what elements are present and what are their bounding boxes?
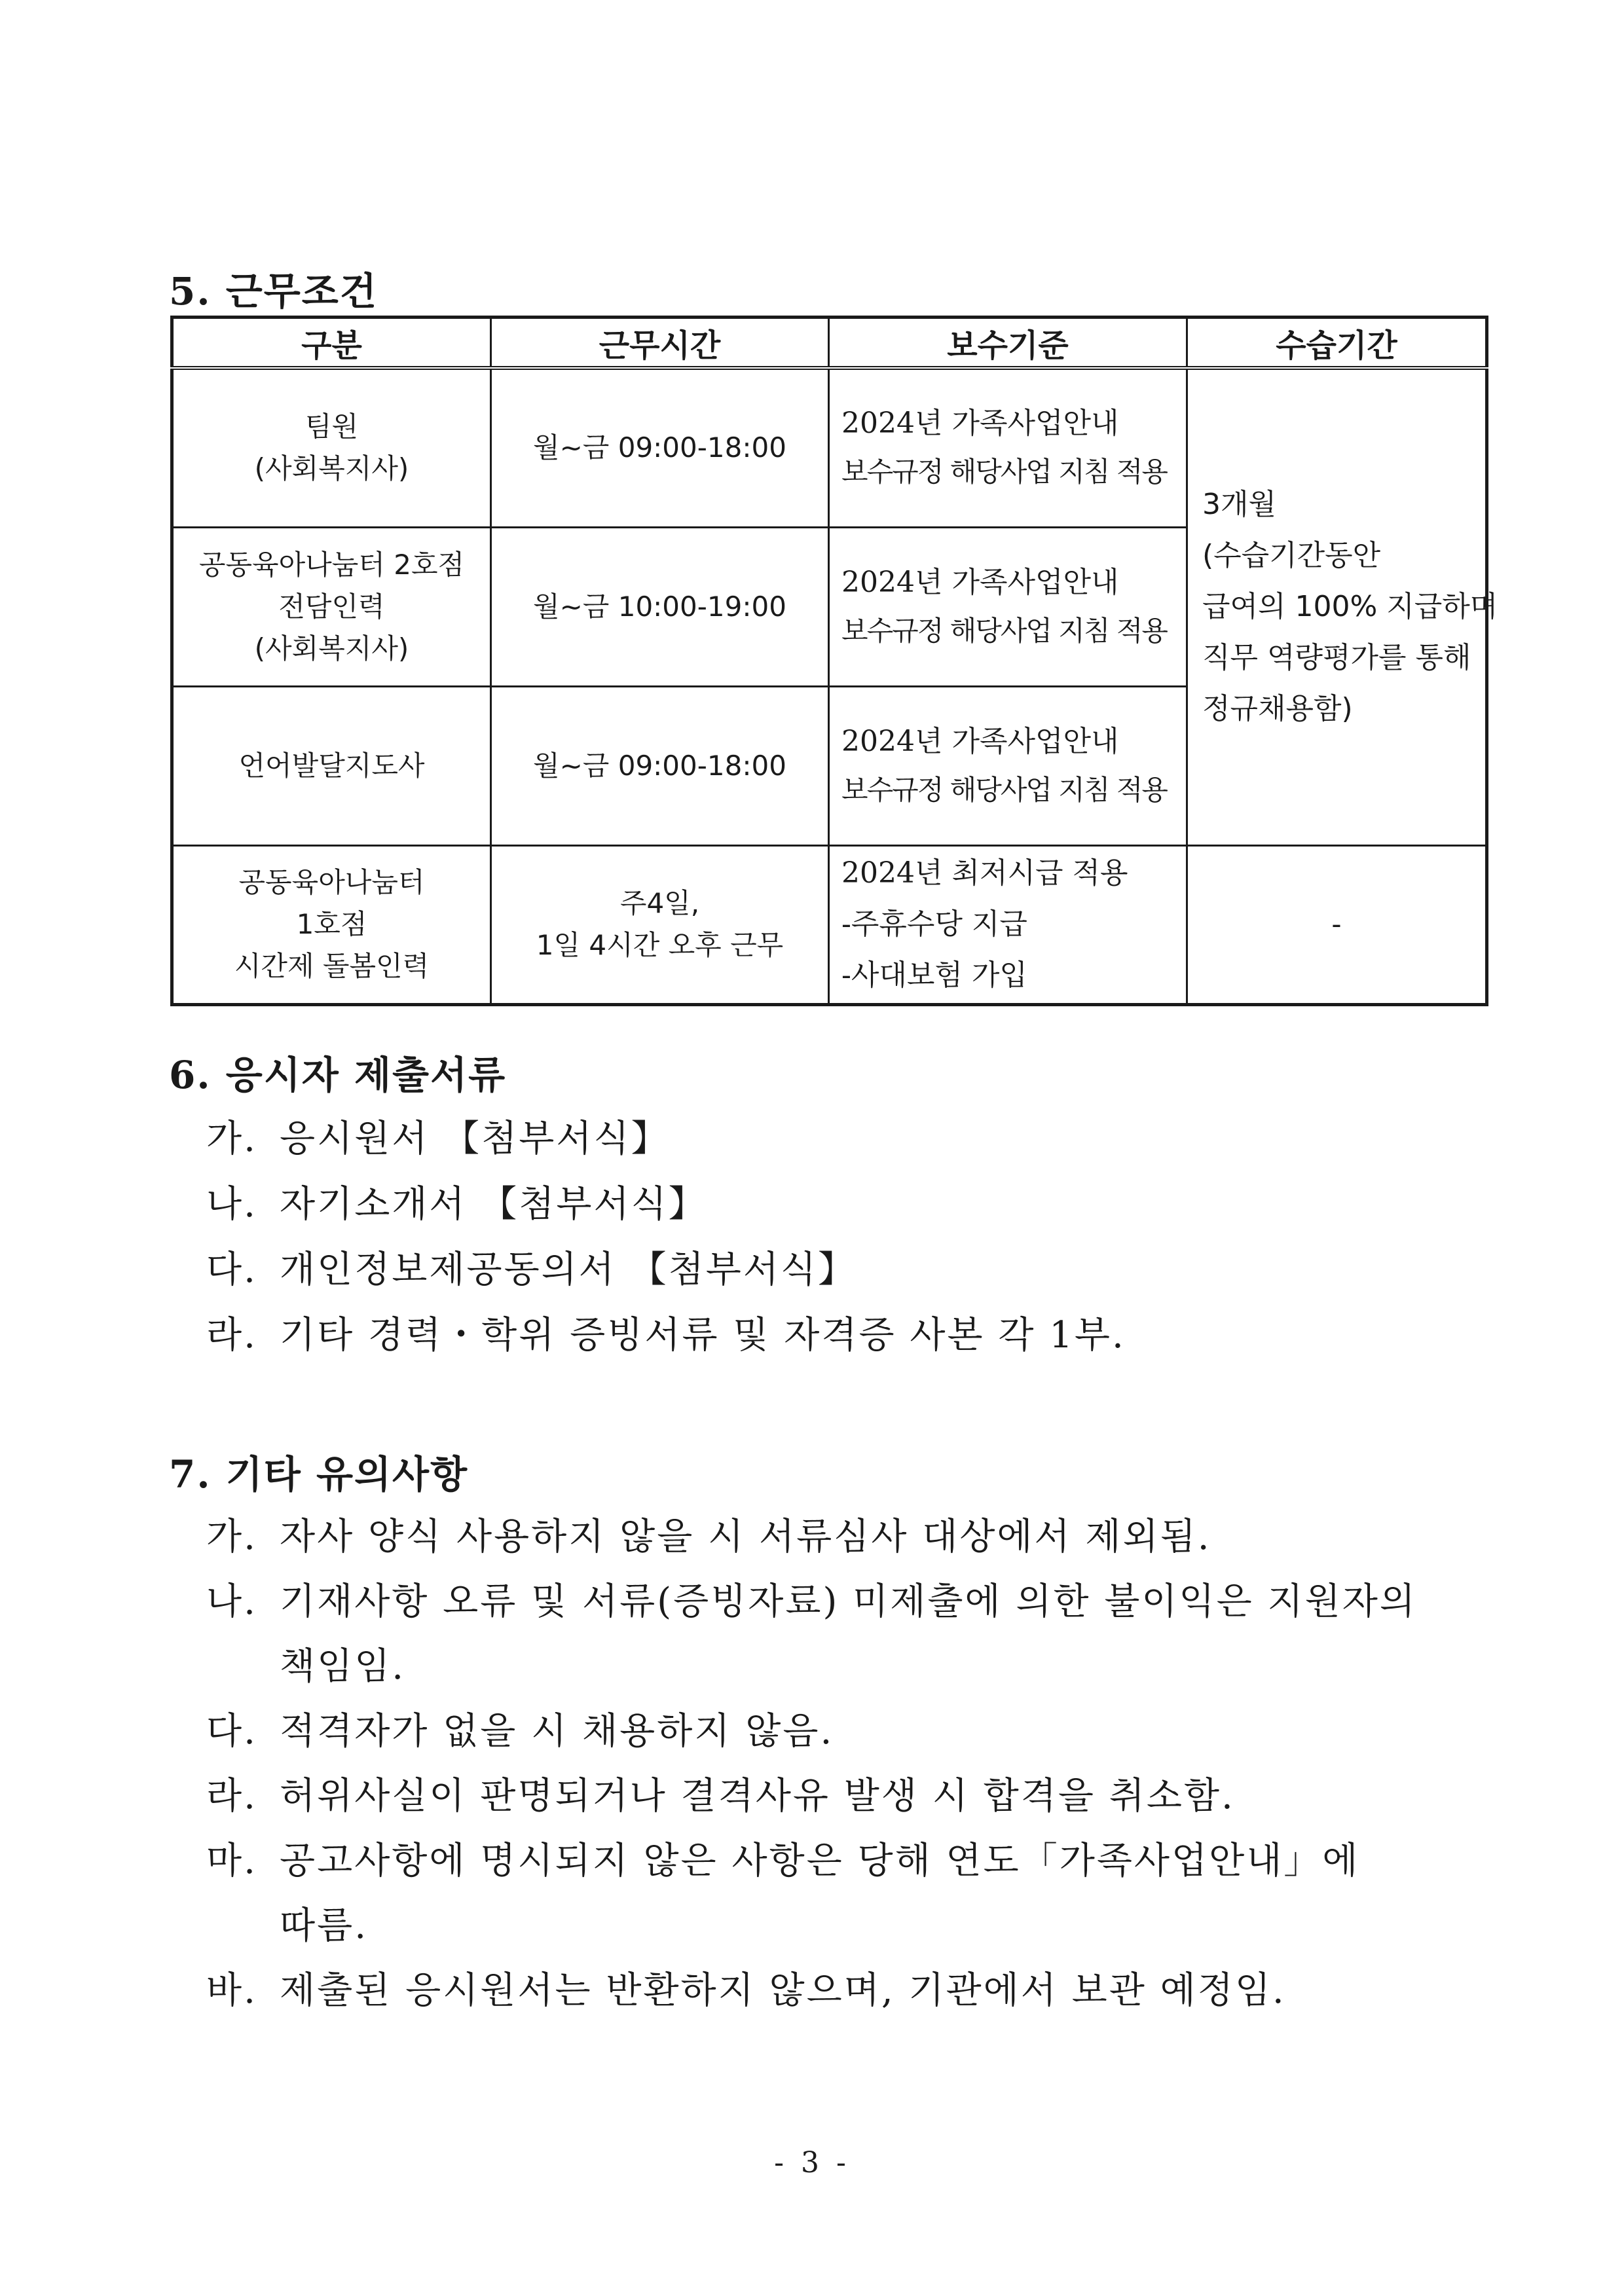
- page-number: - 3 -: [774, 2146, 850, 2179]
- list-item: [206, 1504, 1417, 1569]
- training-line: 3개월: [1202, 488, 1277, 522]
- training-line: 직무 역량평가를 통해: [1202, 641, 1471, 675]
- pay-cell: [829, 368, 1187, 527]
- list-item-text: 응시원서 【첨부서식】: [280, 1118, 670, 1160]
- header-category: 구분: [172, 318, 491, 369]
- pay-line: 2024년 가족사업안내: [841, 724, 1119, 758]
- work-conditions-table: [170, 316, 1498, 1006]
- list-marker: 가.: [206, 1516, 257, 1558]
- hours-cell: [491, 368, 829, 527]
- category-line: 시간제 돌봄인력: [234, 950, 430, 982]
- category-line: 팀원: [304, 410, 359, 443]
- list-item-continuation: 따름.: [280, 1904, 368, 1947]
- list-item: [206, 1237, 1126, 1303]
- section-6-heading: 6. 응시자 제출서류: [169, 1053, 507, 1097]
- category-cell: [172, 845, 491, 1004]
- pay-line: 보수규정 해당사업 지침 적용: [841, 614, 1167, 647]
- hours-line: 월~금 09:00-18:00: [533, 749, 786, 782]
- training-line: 급여의 100% 지급하며: [1202, 590, 1498, 624]
- list-item-text: 적격자가 없을 시 채용하지 않음.: [280, 1710, 834, 1753]
- pay-line: 2024년 가족사업안내: [841, 407, 1119, 441]
- list-item: [206, 1569, 1417, 1699]
- pay-cell: [829, 686, 1187, 845]
- list-item-text: 기재사항 오류 및 서류(증빙자료) 미제출에 의한 불이익은 지원자의: [280, 1580, 1417, 1623]
- hours-line: 1일 4시간 오후 근무: [536, 929, 784, 961]
- header-hours: 근무시간: [491, 318, 829, 369]
- table-row: [172, 845, 1487, 1004]
- table-header-row: [172, 318, 1487, 369]
- section-5-heading: 5. 근무조건: [169, 269, 378, 314]
- list-item: [206, 1829, 1417, 1958]
- training-period-cell: [1187, 368, 1498, 845]
- pay-line: 2024년 최저시급 적용: [841, 856, 1128, 890]
- list-item: [206, 1699, 1417, 1764]
- pay-line: 보수규정 해당사업 지침 적용: [841, 456, 1167, 488]
- list-marker: 나.: [206, 1580, 257, 1623]
- hours-line: 월~금 10:00-19:00: [533, 590, 786, 623]
- hours-line: 월~금 09:00-18:00: [533, 431, 786, 464]
- list-item: [206, 1172, 1126, 1237]
- pay-line: 2024년 가족사업안내: [841, 565, 1119, 599]
- hours-cell: [491, 527, 829, 686]
- category-cell: [172, 686, 491, 845]
- hours-cell: [491, 686, 829, 845]
- list-marker: 가.: [206, 1118, 257, 1160]
- list-marker: 마.: [206, 1840, 257, 1882]
- category-line: 언어발달지도사: [238, 749, 425, 782]
- list-marker: 나.: [206, 1183, 257, 1226]
- list-item: [206, 1303, 1126, 1368]
- list-marker: 다.: [206, 1248, 257, 1291]
- category-line: 전담인력: [278, 590, 385, 623]
- list-item: [206, 1106, 1126, 1172]
- list-marker: 다.: [206, 1710, 257, 1753]
- notes-list: [206, 1504, 1417, 2023]
- category-cell: [172, 527, 491, 686]
- pay-line: -주휴수당 지급: [841, 907, 1027, 941]
- hours-cell: [491, 845, 829, 1004]
- category-line: (사회복지사): [254, 452, 409, 485]
- list-marker: 라.: [206, 1775, 257, 1817]
- header-training: 수습기간: [1187, 318, 1487, 369]
- list-item-text: 자기소개서 【첨부서식】: [280, 1183, 707, 1226]
- category-line: (사회복지사): [254, 632, 409, 665]
- pay-cell: [829, 845, 1187, 1004]
- list-item: [206, 1958, 1417, 2023]
- list-item-text: 개인정보제공동의서 【첨부서식】: [280, 1248, 857, 1291]
- pay-cell: [829, 527, 1187, 686]
- training-period-cell: -: [1187, 845, 1487, 1004]
- list-marker: 라.: [206, 1314, 257, 1357]
- list-item-text: 공고사항에 명시되지 않은 사항은 당해 연도「가족사업안내」에: [280, 1840, 1360, 1882]
- category-cell: [172, 368, 491, 527]
- training-line: 정규채용함): [1202, 692, 1353, 726]
- training-line: (수습기간동안: [1202, 539, 1381, 573]
- required-documents-list: [206, 1106, 1126, 1368]
- list-item-continuation: 책임임.: [280, 1645, 406, 1688]
- list-item-text: 제출된 응시원서는 반환하지 않으며, 기관에서 보관 예정임.: [280, 1969, 1286, 2012]
- list-item-text: 허위사실이 판명되거나 결격사유 발생 시 합격을 취소함.: [280, 1775, 1235, 1817]
- list-item-text: 자사 양식 사용하지 않을 시 서류심사 대상에서 제외됨.: [280, 1516, 1211, 1558]
- category-line: 1호점: [296, 908, 367, 940]
- list-item-text: 기타 경력・학위 증빙서류 및 자격증 사본 각 1부.: [280, 1314, 1126, 1357]
- pay-line: -사대보험 가입: [841, 958, 1027, 992]
- category-line: 공동육아나눔터 2호점: [198, 548, 465, 581]
- hours-line: 주4일,: [619, 887, 700, 919]
- table-row: [172, 368, 1487, 527]
- pay-line: 보수규정 해당사업 지침 적용: [841, 773, 1167, 806]
- category-line: 공동육아나눔터: [238, 866, 425, 898]
- section-7-heading: 7. 기타 유의사항: [169, 1452, 469, 1497]
- list-marker: 바.: [206, 1969, 257, 2012]
- header-pay: 보수기준: [829, 318, 1187, 369]
- list-item: [206, 1764, 1417, 1829]
